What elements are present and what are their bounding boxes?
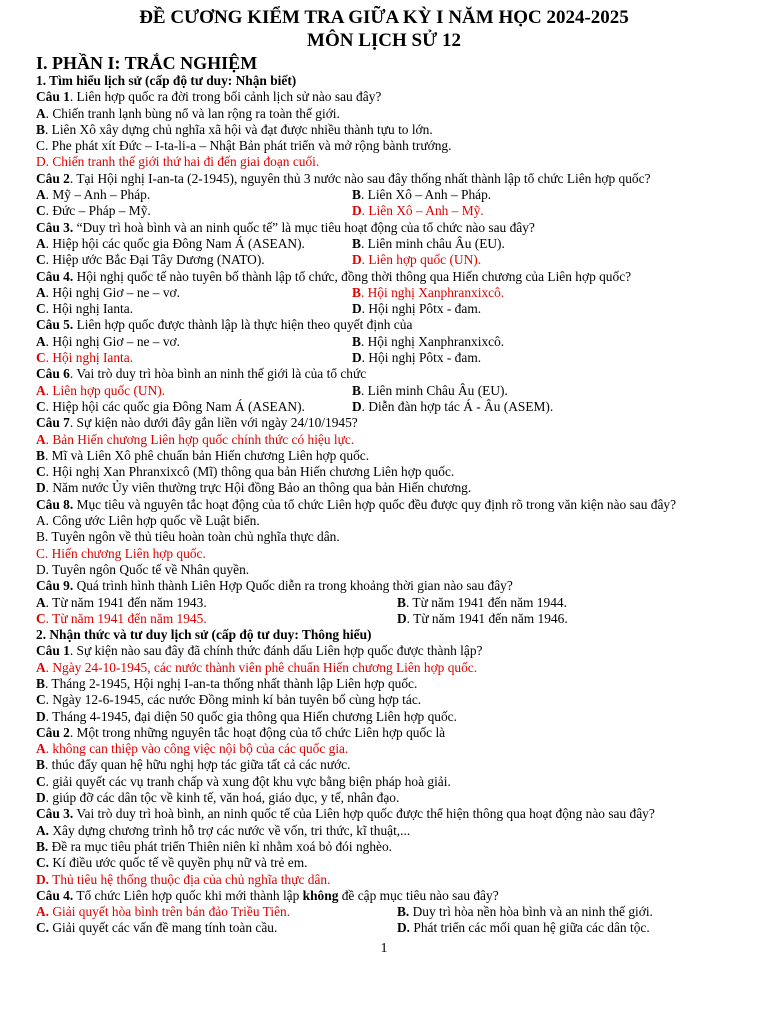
- options-row: [36, 383, 768, 399]
- option-d-answer: D. Chiến tranh thế giới thứ hai đi đến giai đoạn cuối.: [36, 154, 320, 170]
- page-number: 1: [380, 941, 388, 956]
- option-text: Ngày 24-10-1945, các nước thành viên phê chuẩn Hiến chương Liên hợp quốc.: [52, 659, 478, 675]
- option-d: [397, 920, 650, 936]
- option-b: B. Liên minh Châu Âu (EU).: [352, 382, 508, 398]
- option-letter: D: [397, 610, 407, 626]
- options-row: [36, 611, 768, 627]
- option-letter: B.: [397, 904, 410, 920]
- title-line-2: MÔN LỊCH SỬ 12: [307, 30, 461, 51]
- option-letter: D: [352, 203, 362, 219]
- options-row: [36, 350, 768, 366]
- option-text: Tháng 2-1945, Hội nghị I-an-ta thống nhất thành lập Liên hợp quốc.: [51, 675, 418, 691]
- question-text: . Sự kiện nào dưới đây gắn liền với ngày 24/10/1945?: [69, 415, 358, 431]
- option-b: B. Hội nghị Xanphranxixcô.: [352, 333, 505, 349]
- question-text: Quá trình hình thành Liên Hợp Quốc diễn ra trong khoảng thời gian nào sau đây?: [73, 578, 513, 594]
- option-a: A. Hội nghị Giơ – ne – vơ.: [36, 284, 180, 300]
- option-text: Liên minh Châu Âu (EU).: [367, 382, 508, 398]
- option-letter: D: [352, 252, 362, 268]
- question-2: [36, 171, 768, 187]
- question-7: [36, 415, 768, 431]
- option-d: D. Hội nghị Pôtx - đam.: [352, 301, 482, 317]
- option-letter: A: [36, 659, 46, 675]
- option-text: Hội nghị Giơ – ne – vơ.: [52, 333, 180, 349]
- option-d-answer: [36, 872, 768, 888]
- option-text: Hội nghị Ianta.: [52, 301, 134, 317]
- option-letter: D.: [397, 920, 411, 936]
- option-text: Ngày 12-6-1945, các nước Đồng minh kí bản tuyên bố cùng hợp tác.: [52, 692, 422, 708]
- option-letter: C: [36, 203, 46, 219]
- question-label: Câu 6: [36, 366, 70, 382]
- option-letter: B: [36, 757, 45, 773]
- option-text: Hội nghị Giơ – ne – vơ.: [52, 284, 180, 300]
- options-row: [36, 399, 768, 415]
- option-letter: B: [352, 333, 361, 349]
- question-label: Câu 3.: [36, 806, 74, 822]
- option-letter: A: [36, 333, 46, 349]
- option-d: D. giúp đỡ các dân tộc về kinh tế, văn hoá, giáo dục, y tế, nhân đạo.: [36, 790, 400, 806]
- option-text: Liên hợp quốc (UN).: [52, 382, 166, 398]
- option-text: Bản Hiến chương Liên hợp quốc chính thức có hiệu lực.: [52, 431, 355, 447]
- option-text: Diễn đàn hợp tác Á - Âu (ASEM).: [368, 398, 554, 414]
- option-letter: D: [36, 480, 46, 496]
- options-row: [36, 187, 768, 203]
- option-letter: A: [36, 431, 46, 447]
- question-text: . Tại Hội nghị I-an-ta (2-1945), nguyên thủ 3 nước nào sau đây thống nhất thành lập tổ chức Liên hợp quốc?: [69, 170, 651, 186]
- option-text: Hội nghị Pôtx - đam.: [368, 350, 482, 366]
- question-label: Câu 2: [36, 170, 70, 186]
- question-label: Câu 4.: [36, 887, 74, 903]
- option-c: [36, 920, 397, 936]
- option-letter: D: [36, 154, 46, 170]
- option-a-answer: A. Bản Hiến chương Liên hợp quốc chính thức có hiệu lực.: [36, 431, 355, 447]
- options-row: [36, 252, 768, 268]
- option-text: Xây dựng chương trình hỗ trợ các nước về vốn, tri thức, kĩ thuật,...: [52, 822, 411, 838]
- options-row: [36, 920, 768, 936]
- question-r1: [36, 643, 768, 659]
- option-letter: A: [36, 741, 46, 757]
- option-b: B. Tuyên ngôn về thủ tiêu hoàn toàn chủ nghĩa thực dân.: [36, 529, 340, 545]
- option-d-answer: D. Liên Xô – Anh – Mỹ.: [352, 203, 484, 219]
- option-letter: B: [36, 447, 45, 463]
- option-letter: C: [36, 252, 46, 268]
- option-letter: A: [36, 105, 46, 121]
- option-d-answer: D. Liên hợp quốc (UN).: [352, 252, 482, 268]
- option-d: D. Năm nước Ủy viên thường trực Hội đồng Bảo an thông qua bản Hiến chương.: [36, 480, 472, 496]
- subsection-heading-1: 1. Tìm hiểu lịch sử (cấp độ tư duy: Nhận biết): [36, 73, 297, 88]
- option-text: Liên hợp quốc (UN).: [368, 252, 482, 268]
- option-text: Hiệp ước Bắc Đại Tây Dương (NATO).: [52, 252, 265, 268]
- option-b: [397, 904, 653, 920]
- option-letter: D: [352, 350, 362, 366]
- question-r3: [36, 806, 768, 822]
- option-text: Mỹ – Anh – Pháp.: [52, 187, 151, 203]
- question-label: Câu 2: [36, 724, 70, 740]
- option-letter: B: [352, 187, 361, 203]
- option-letter: A: [36, 235, 46, 251]
- question-4: [36, 269, 768, 285]
- option-d: D. Diễn đàn hợp tác Á - Âu (ASEM).: [352, 398, 554, 414]
- question-text: . Một trong những nguyên tắc hoạt động của tổ chức Liên hợp quốc là: [69, 724, 446, 740]
- option-text: Thủ tiêu hệ thống thuộc địa của chủ nghĩa thực dân.: [52, 871, 331, 887]
- question-6: [36, 366, 768, 382]
- question-text: Tổ chức Liên hợp quốc khi mới thành lập: [73, 887, 303, 903]
- option-c: C. Hiệp hội các quốc gia Đông Nam Á (ASEAN).: [36, 398, 305, 414]
- option-letter: C: [36, 773, 46, 789]
- question-text: . Vai trò duy trì hòa bình an ninh thế giới là của tổ chức: [69, 366, 367, 382]
- option-letter: A.: [36, 822, 50, 838]
- option-c: C. Hiệp ước Bắc Đại Tây Dương (NATO).: [36, 252, 265, 268]
- option-text: Từ năm 1941 đến năm 1944.: [412, 594, 567, 610]
- option-b: [36, 839, 768, 855]
- options-row: [36, 301, 768, 317]
- option-text: Liên minh châu Âu (EU).: [367, 235, 505, 251]
- option-text: Giải quyết hòa bình trên bán đảo Triều Tiên.: [52, 904, 291, 920]
- option-letter: C: [36, 464, 46, 480]
- question-text: “Duy trì hoà bình và an ninh quốc tế” là mục tiêu hoạt động của tổ chức nào sau đây?: [73, 219, 535, 235]
- option-b: B. Mĩ và Liên Xô phê chuẩn bản Hiến chương Liên hợp quốc.: [36, 447, 370, 463]
- option-letter: B: [397, 594, 406, 610]
- option-letter: D: [352, 301, 362, 317]
- document-title: [36, 6, 732, 52]
- option-letter: D: [352, 398, 362, 414]
- option-text: Từ năm 1941 đến năm 1946.: [413, 610, 568, 626]
- option-d: D. Tuyên ngôn Quốc tế về Nhân quyền.: [36, 561, 250, 577]
- option-letter: A: [36, 284, 46, 300]
- option-c-answer: C. Hội nghị Ianta.: [36, 350, 134, 366]
- question-text: Mục tiêu và nguyên tắc hoạt động của tổ chức Liên hợp quốc đều được quy định rõ trong văn kiện nào sau đây?: [73, 496, 677, 512]
- question-label: Câu 1: [36, 89, 70, 105]
- option-letter: B: [352, 284, 361, 300]
- question-text: Liên hợp quốc được thành lập là thực hiện theo quyết định của: [73, 317, 413, 333]
- option-text: Từ năm 1941 đến năm 1945.: [52, 610, 207, 626]
- option-text: Tháng 4-1945, đại diện 50 quốc gia thông qua Hiến chương Liên hợp quốc.: [52, 708, 457, 724]
- option-letter: C: [36, 350, 46, 366]
- question-text: . Liên hợp quốc ra đời trong bối cảnh lịch sử nào sau đây?: [69, 89, 382, 105]
- option-b: B. thúc đẩy quan hệ hữu nghị hợp tác giữa tất cả các nước.: [36, 757, 351, 773]
- question-label: Câu 9.: [36, 578, 74, 594]
- option-letter: B.: [36, 838, 49, 854]
- option-b: B. Tháng 2-1945, Hội nghị I-an-ta thống nhất thành lập Liên hợp quốc.: [36, 675, 418, 691]
- option-c: C. Ngày 12-6-1945, các nước Đồng minh kí bản tuyên bố cùng hợp tác.: [36, 692, 422, 708]
- option-text: Chiến tranh thế giới thứ hai đi đến giai đoạn cuối.: [52, 154, 320, 170]
- option-text: Năm nước Ủy viên thường trực Hội đồng Bảo an thông qua bản Hiến chương.: [52, 480, 472, 496]
- option-letter: D.: [36, 871, 50, 887]
- option-b-answer: B. Hội nghị Xanphranxixcô.: [352, 284, 505, 300]
- option-c: [36, 855, 768, 871]
- option-d: D. Hội nghị Pôtx - đam.: [352, 350, 482, 366]
- option-letter: C: [36, 301, 46, 317]
- option-letter: A.: [36, 904, 50, 920]
- question-r2: [36, 725, 768, 741]
- title-line-1: ĐỀ CƯƠNG KIỂM TRA GIỮA KỲ I NĂM HỌC 2024-2025: [139, 7, 629, 28]
- option-text: Đề ra mục tiêu phát triển Thiên niên kỉ nhằm xoá bỏ đói nghèo.: [51, 838, 393, 854]
- options-row: [36, 904, 768, 920]
- question-label: Câu 1: [36, 643, 70, 659]
- option-a: A. Mỹ – Anh – Pháp.: [36, 187, 151, 203]
- option-letter: A: [36, 187, 46, 203]
- option-c: C. giải quyết các vụ tranh chấp và xung đột khu vực bằng biện pháp hoà giải.: [36, 773, 451, 789]
- option-text: không can thiệp vào công việc nội bộ của các quốc gia.: [52, 741, 349, 757]
- options-row: [36, 285, 768, 301]
- option-a: A. Công ước Liên hợp quốc về Luật biển.: [36, 513, 260, 529]
- option-text: Liên Xô – Anh – Mỹ.: [368, 203, 484, 219]
- option-d: D. Từ năm 1941 đến năm 1946.: [397, 610, 568, 626]
- question-r4: [36, 888, 768, 904]
- option-text: Hội nghị Xan Phranxixcô (Mĩ) thông qua bản Hiến chương Liên hợp quốc.: [52, 464, 455, 480]
- option-a-answer: A. Liên hợp quốc (UN).: [36, 382, 166, 398]
- option-text: Chiến tranh lạnh bùng nổ và lan rộng ra toàn thế giới.: [52, 105, 340, 121]
- question-emphasis: không: [302, 887, 339, 903]
- question-text: Vai trò duy trì hoà bình, an ninh quốc tế của Liên hợp quốc được thể hiện thông qua hoạt động nào sau đây?: [73, 806, 655, 822]
- option-text: Giải quyết các vấn đề mang tính toàn cầu.: [52, 920, 278, 936]
- option-b: B. Liên minh châu Âu (EU).: [352, 235, 505, 251]
- option-c: C. Hội nghị Ianta.: [36, 301, 134, 317]
- question-text: . Sự kiện nào sau đây đã chính thức đánh dấu Liên hợp quốc được thành lập?: [69, 643, 483, 659]
- option-text: Liên Xô xây dựng chủ nghĩa xã hội và đạt được nhiều thành tựu to lớn.: [51, 121, 433, 137]
- option-text: giải quyết các vụ tranh chấp và xung đột khu vực bằng biện pháp hoà giải.: [52, 773, 451, 789]
- question-3: [36, 220, 768, 236]
- option-letter: A: [36, 382, 46, 398]
- option-letter: C: [36, 138, 45, 154]
- option-text: Liên Xô – Anh – Pháp.: [367, 187, 492, 203]
- option-text: Duy trì hòa nền hòa bình và an ninh thế giới.: [412, 904, 653, 920]
- option-text: giúp đỡ các dân tộc về kinh tế, văn hoá, giáo dục, y tế, nhân đạo.: [52, 790, 400, 806]
- option-text: Hội nghị Xanphranxixcô.: [367, 284, 505, 300]
- option-text: thúc đẩy quan hệ hữu nghị hợp tác giữa tất cả các nước.: [51, 757, 351, 773]
- subsection-heading-2: 2. Nhận thức và tư duy lịch sử (cấp độ tư duy: Thông hiểu): [36, 627, 372, 643]
- option-text: Phe phát xít Đức – I-ta-li-a – Nhật Bản phát triển và mở rộng bành trướng.: [51, 138, 452, 154]
- option-text: Hội nghị Pôtx - đam.: [368, 301, 482, 317]
- option-letter: D: [36, 790, 46, 806]
- option-a: A. Từ năm 1941 đến năm 1943.: [36, 594, 207, 610]
- option-a-answer: [36, 904, 397, 920]
- option-text: Phát triển các mối quan hệ giữa các dân tộc.: [413, 920, 650, 936]
- option-a: A. Hội nghị Giơ – ne – vơ.: [36, 333, 180, 349]
- option-c: C. Phe phát xít Đức – I-ta-li-a – Nhật Bản phát triển và mở rộng bành trướng.: [36, 138, 452, 154]
- question-label: Câu 5.: [36, 317, 74, 333]
- option-c: C. Đức – Pháp – Mỹ.: [36, 203, 151, 219]
- question-label: Câu 8.: [36, 496, 74, 512]
- question-8: [36, 497, 768, 513]
- option-text: Từ năm 1941 đến năm 1943.: [52, 594, 207, 610]
- option-text: Đức – Pháp – Mỹ.: [52, 203, 151, 219]
- option-letter: C: [36, 692, 46, 708]
- option-a-answer: A. không can thiệp vào công việc nội bộ của các quốc gia.: [36, 741, 349, 757]
- option-text: Hội nghị Xanphranxixcô.: [367, 333, 505, 349]
- option-a-answer: A. Ngày 24-10-1945, các nước thành viên phê chuẩn Hiến chương Liên hợp quốc.: [36, 659, 478, 675]
- option-text: Hội nghị Ianta.: [52, 350, 134, 366]
- options-row: [36, 334, 768, 350]
- option-b: B. Liên Xô xây dựng chủ nghĩa xã hội và đạt được nhiều thành tựu to lớn.: [36, 121, 433, 137]
- options-row: [36, 236, 768, 252]
- option-text: Hiệp hội các quốc gia Đông Nam Á (ASEAN).: [52, 235, 305, 251]
- option-letter: B: [352, 235, 361, 251]
- option-d: D. Tháng 4-1945, đại diện 50 quốc gia thông qua Hiến chương Liên hợp quốc.: [36, 708, 457, 724]
- option-c-answer: C. Từ năm 1941 đến năm 1945.: [36, 610, 207, 626]
- option-c: C. Hội nghị Xan Phranxixcô (Mĩ) thông qua bản Hiến chương Liên hợp quốc.: [36, 464, 455, 480]
- question-text: đề cập mục tiêu nào sau đây?: [338, 887, 499, 903]
- option-letter: D: [36, 708, 46, 724]
- option-a: A. Hiệp hội các quốc gia Đông Nam Á (ASEAN).: [36, 235, 305, 251]
- option-a: [36, 823, 768, 839]
- options-row: [36, 203, 768, 219]
- option-letter: C: [36, 610, 46, 626]
- options-row: [36, 595, 768, 611]
- question-1: [36, 89, 768, 105]
- question-5: [36, 317, 768, 333]
- option-letter: B: [36, 121, 45, 137]
- option-c-answer: C. Hiến chương Liên hợp quốc.: [36, 545, 206, 561]
- option-letter: B: [36, 675, 45, 691]
- question-9: [36, 578, 768, 594]
- option-text: Hiệp hội các quốc gia Đông Nam Á (ASEAN).: [52, 398, 305, 414]
- option-b: B. Liên Xô – Anh – Pháp.: [352, 187, 492, 203]
- option-letter: B: [352, 382, 361, 398]
- option-letter: C.: [36, 855, 50, 871]
- question-label: Câu 7: [36, 415, 70, 431]
- option-letter: C.: [36, 920, 50, 936]
- section-heading: I. PHẦN I: TRẮC NGHIỆM: [36, 53, 258, 73]
- option-b: B. Từ năm 1941 đến năm 1944.: [397, 594, 567, 610]
- option-a: A. Chiến tranh lạnh bùng nổ và lan rộng ra toàn thế giới.: [36, 105, 340, 121]
- question-text: Hội nghị quốc tế nào tuyên bố thành lập tổ chức, đồng thời thông qua Hiến chương của Liên hợp quốc?: [73, 268, 632, 284]
- option-text: Mĩ và Liên Xô phê chuẩn bản Hiến chương Liên hợp quốc.: [51, 447, 370, 463]
- question-label: Câu 3.: [36, 219, 74, 235]
- question-label: Câu 4.: [36, 268, 74, 284]
- option-letter: C: [36, 398, 46, 414]
- option-letter: A: [36, 594, 46, 610]
- option-text: Kí điều ước quốc tế về quyền phụ nữ và trẻ em.: [52, 855, 308, 871]
